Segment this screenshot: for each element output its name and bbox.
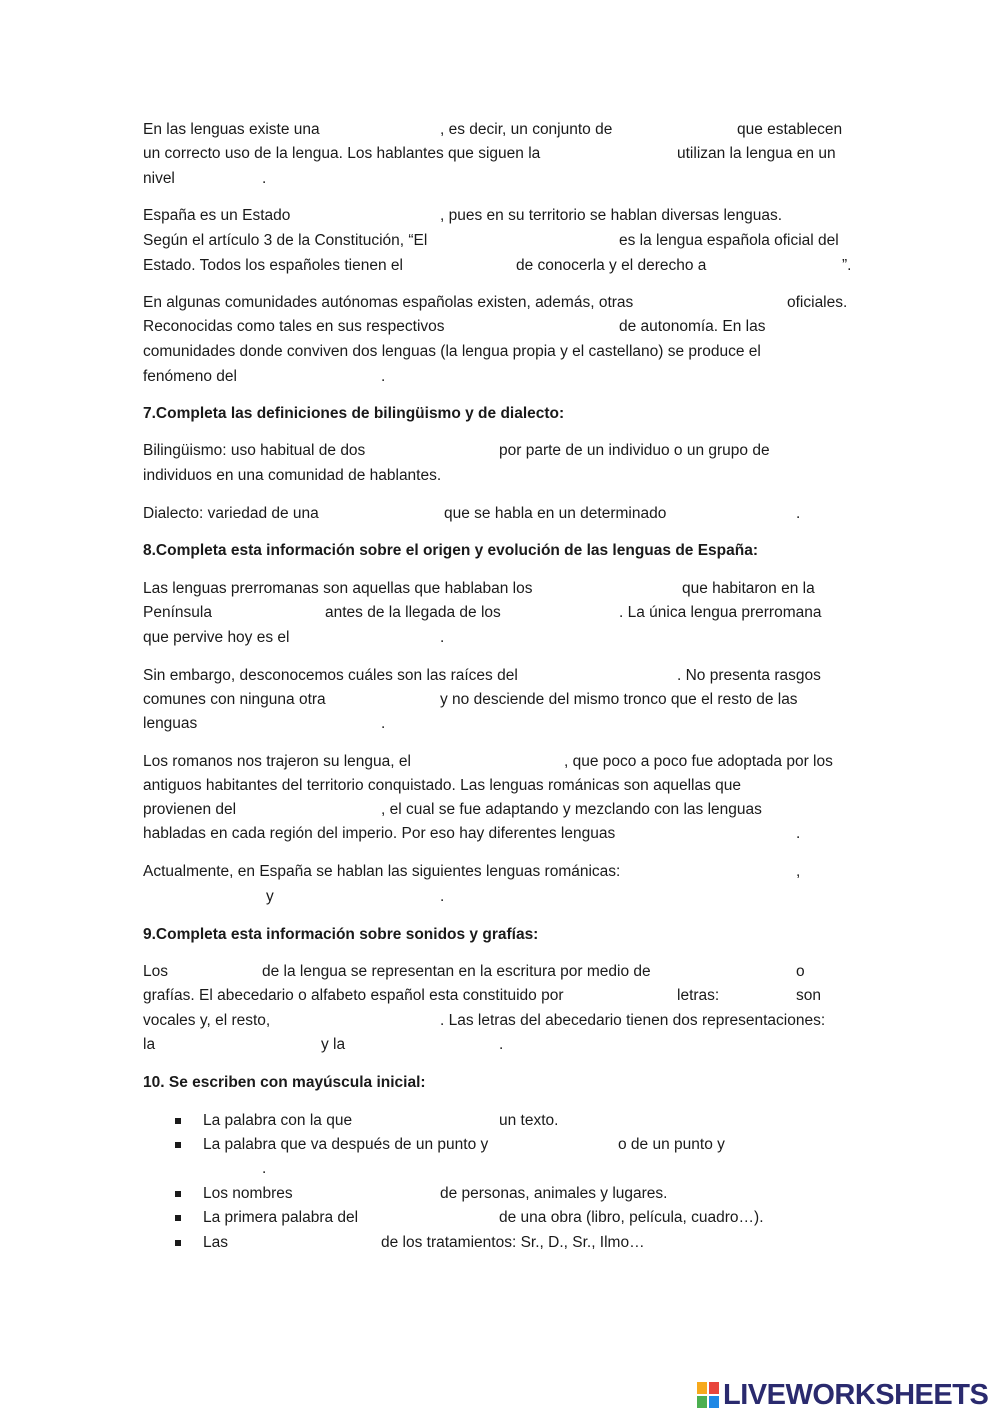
list-item: . — [262, 1160, 267, 1177]
text-fragment: . — [440, 629, 445, 646]
list-item: de personas, animales y lugares. — [440, 1185, 668, 1202]
text-fragment: , pues en su territorio se hablan diversas lenguas. — [440, 207, 783, 224]
text-fragment: de conocerla y el derecho a — [516, 257, 707, 274]
text-fragment: que se habla en un determinado — [444, 505, 667, 522]
list-item: un texto. — [499, 1112, 559, 1129]
text-fragment: comunes con ninguna otra — [143, 691, 326, 708]
text-fragment: antes de la llegada de los — [325, 604, 501, 621]
logo-mark-tile — [709, 1396, 719, 1408]
list-item: La palabra con la que — [203, 1112, 353, 1129]
text-fragment: comunidades donde conviven dos lenguas (la lengua propia y el castellano) se produce el — [143, 343, 761, 360]
list-item: de los tratamientos: Sr., D., Sr., Ilmo… — [381, 1234, 645, 1251]
text-fragment: nivel — [143, 170, 175, 187]
text-fragment: En las lenguas existe una — [143, 121, 320, 138]
section-heading-10: 10. Se escriben con mayúscula inicial: — [143, 1074, 426, 1091]
text-fragment: . No presenta rasgos — [677, 667, 821, 684]
text-fragment: que habitaron en la — [682, 580, 815, 597]
section-heading-8: 8.Completa esta información sobre el origen y evolución de las lenguas de España: — [143, 542, 759, 559]
text-fragment: Península — [143, 604, 212, 621]
text-fragment: son — [796, 987, 821, 1004]
text-fragment: . — [381, 715, 386, 732]
text-fragment: antiguos habitantes del territorio conquistado. Las lenguas románicas son aquellas que — [143, 777, 741, 794]
text-fragment: o — [796, 963, 805, 980]
list-item: de una obra (libro, película, cuadro…). — [499, 1209, 764, 1226]
text-fragment: Los romanos nos trajeron su lengua, el — [143, 753, 411, 770]
logo-mark-icon — [697, 1382, 721, 1408]
list-item: Las — [203, 1234, 228, 1251]
text-fragment: Dialecto: variedad de una — [143, 505, 319, 522]
text-fragment: . Las letras del abecedario tienen dos representaciones: — [440, 1012, 826, 1029]
text-fragment: , que poco a poco fue adoptada por los — [564, 753, 833, 770]
text-fragment: y no desciende del mismo tronco que el resto de las — [440, 691, 798, 708]
list-item: La primera palabra del — [203, 1209, 359, 1226]
text-fragment: Actualmente, en España se hablan las siguientes lenguas románicas: — [143, 863, 621, 880]
text-fragment: es la lengua española oficial del — [619, 232, 839, 249]
list-item: o de un punto y — [618, 1136, 725, 1153]
logo-mark-tile — [709, 1382, 719, 1394]
text-fragment: Reconocidas como tales en sus respectivos — [143, 318, 445, 335]
text-fragment: habladas en cada región del imperio. Por eso hay diferentes lenguas — [143, 825, 616, 842]
text-fragment: . — [796, 505, 801, 522]
text-fragment: Según el artículo 3 de la Constitución, “El — [143, 232, 428, 249]
text-fragment: Los — [143, 963, 168, 980]
text-fragment: . — [440, 888, 445, 905]
text-fragment: . — [796, 825, 801, 842]
text-fragment: utilizan la lengua en un — [677, 145, 836, 162]
bullet-icon — [175, 1118, 181, 1124]
text-fragment: Las lenguas prerromanas son aquellas que hablaban los — [143, 580, 533, 597]
text-fragment: vocales y, el resto, — [143, 1012, 271, 1029]
text-fragment: un correcto uso de la lengua. Los hablantes que siguen la — [143, 145, 541, 162]
text-fragment: Estado. Todos los españoles tienen el — [143, 257, 403, 274]
bullet-icon — [175, 1191, 181, 1197]
text-fragment: y la — [321, 1036, 346, 1053]
text-fragment: fenómeno del — [143, 368, 237, 385]
text-fragment: letras: — [677, 987, 720, 1004]
text-fragment: individuos en una comunidad de hablantes. — [143, 467, 442, 484]
text-fragment: En algunas comunidades autónomas españolas existen, además, otras — [143, 294, 634, 311]
text-fragment: , el cual se fue adaptando y mezclando con las lenguas — [381, 801, 762, 818]
text-fragment: lenguas — [143, 715, 198, 732]
list-item: La palabra que va después de un punto y — [203, 1136, 489, 1153]
section-heading-9: 9.Completa esta información sobre sonidos y grafías: — [143, 926, 539, 943]
text-fragment: que establecen — [737, 121, 843, 138]
text-fragment: Sin embargo, desconocemos cuáles son las raíces del — [143, 667, 518, 684]
text-fragment: Bilingüismo: uso habitual de dos — [143, 442, 366, 459]
bullet-icon — [175, 1215, 181, 1221]
text-fragment: . — [381, 368, 386, 385]
text-fragment: ”. — [842, 257, 852, 274]
logo-mark-tile — [697, 1382, 707, 1394]
text-fragment: España es un Estado — [143, 207, 291, 224]
section-heading-7: 7.Completa las definiciones de bilingüismo y de dialecto: — [143, 405, 565, 422]
text-fragment: oficiales. — [787, 294, 848, 311]
text-fragment: , es decir, un conjunto de — [440, 121, 613, 138]
bullet-icon — [175, 1240, 181, 1246]
text-fragment: por parte de un individuo o un grupo de — [499, 442, 770, 459]
logo-mark-tile — [697, 1396, 707, 1408]
logo-text: LIVEWORKSHEETS — [723, 1379, 989, 1411]
text-fragment: provienen del — [143, 801, 237, 818]
text-fragment: de autonomía. En las — [619, 318, 766, 335]
text-fragment: . — [262, 170, 267, 187]
text-fragment: . La única lengua prerromana — [619, 604, 822, 621]
text-fragment: de la lengua se representan en la escritura por medio de — [262, 963, 651, 980]
text-fragment: la — [143, 1036, 156, 1053]
text-fragment: , — [796, 863, 801, 880]
bullet-icon — [175, 1142, 181, 1148]
text-fragment: y — [266, 888, 274, 905]
list-item: Los nombres — [203, 1185, 293, 1202]
text-fragment: grafías. El abecedario o alfabeto español esta constituido por — [143, 987, 564, 1004]
text-fragment: que pervive hoy es el — [143, 629, 290, 646]
text-fragment: . — [499, 1036, 504, 1053]
